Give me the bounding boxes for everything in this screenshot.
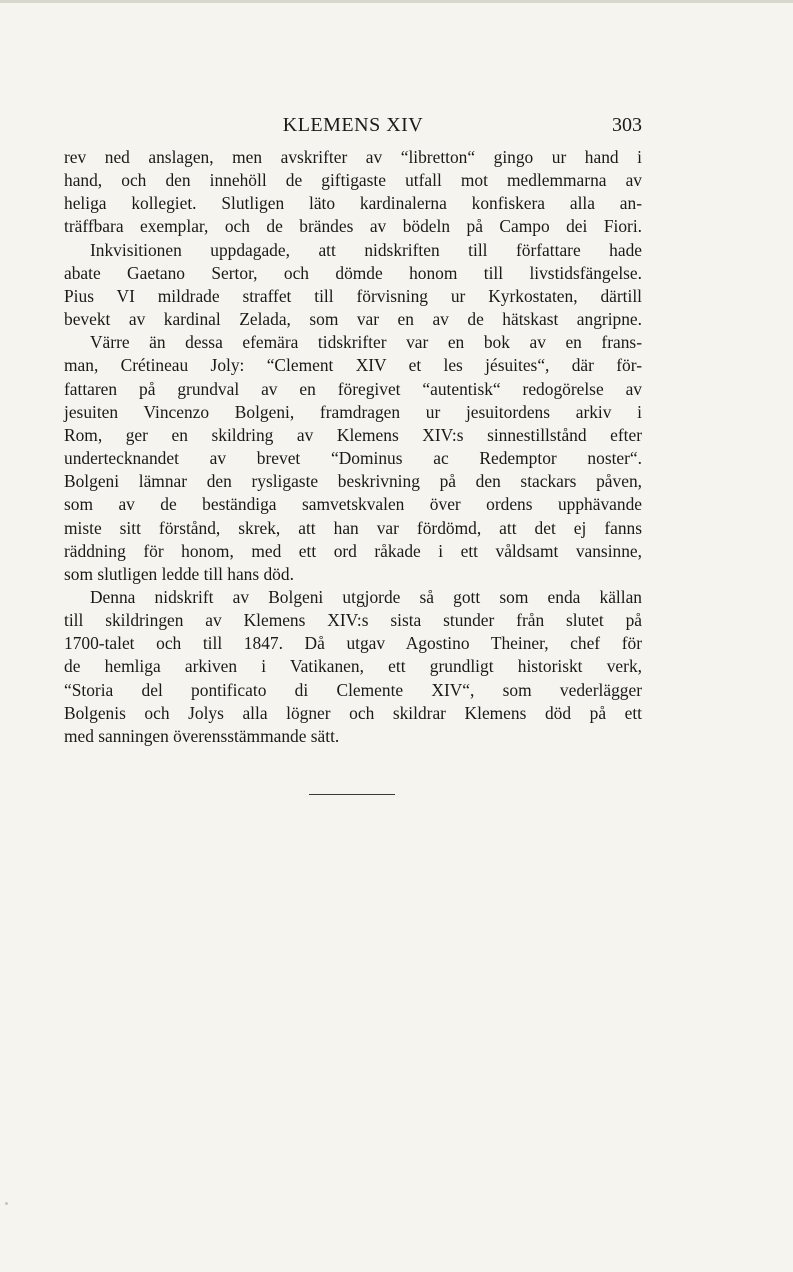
text-line: miste sitt förstånd, skrek, att han var fördömd, att det ej fanns — [64, 517, 642, 538]
text-line: hand, och den innehöll de giftigaste utfall mot medlemmarna av — [64, 170, 642, 191]
text-line: jesuiten Vincenzo Bolgeni, framdragen ur jesuitordens arkiv i — [64, 401, 642, 422]
text-line: Rom, ger en skildring av Klemens XIV:s sinnestillstånd efter — [64, 424, 642, 445]
paper-speck — [5, 1202, 8, 1205]
text-line: bevekt av kardinal Zelada, som var en av de hätskast angripne. — [64, 309, 642, 330]
running-title: KLEMENS XIV — [282, 114, 424, 136]
text-line: Bolgeni lämnar den rysligaste beskrivning på den stackars påven, — [64, 471, 642, 492]
text-line: abate Gaetano Sertor, och dömde honom till livstidsfängelse. — [64, 262, 642, 283]
text-line: fattaren på grundval av en föregivet “autentisk“ redogörelse av — [64, 378, 642, 399]
text-line: med sanningen överensstämmande sätt. — [64, 725, 340, 746]
text-line: som av de beständiga samvetskvalen över ordens upphävande — [64, 494, 642, 515]
page-top-edge — [0, 0, 793, 3]
paragraph-1 — [64, 146, 642, 239]
text-line: Denna nidskrift av Bolgeni utgjorde så gott som enda källan — [90, 586, 642, 607]
text-line: som slutligen ledde till hans död. — [64, 563, 294, 584]
text-line: undertecknandet av brevet “Dominus ac Redemptor noster“. — [64, 448, 642, 469]
page-header — [64, 114, 642, 142]
text-line: 1700-talet och till 1847. Då utgav Agostino Theiner, chef för — [64, 633, 642, 654]
text-line: man, Crétineau Joly: “Clement XIV et les jésuites“, där för- — [64, 355, 642, 376]
paragraph-2 — [64, 239, 642, 332]
text-line: Inkvisitionen uppdagade, att nidskriften till författare hade — [90, 239, 642, 260]
section-end-rule — [309, 794, 395, 795]
text-line: träffbara exemplar, och de brändes av bödeln på Campo dei Fiori. — [64, 216, 642, 237]
text-line: Pius VI mildrade straffet till förvisning ur Kyrkostaten, därtill — [64, 285, 642, 306]
text-line: räddning för honom, med ett ord råkade i ett våldsamt vansinne, — [64, 540, 642, 561]
text-line: Bolgenis och Jolys alla lögner och skildrar Klemens död på ett — [64, 702, 642, 723]
body-text — [64, 146, 642, 748]
text-line: heliga kollegiet. Slutligen läto kardinalerna konfiskera alla an- — [64, 193, 642, 214]
text-line: till skildringen av Klemens XIV:s sista stunder från slutet på — [64, 610, 642, 631]
text-line: “Storia del pontificato di Clemente XIV“, som vederlägger — [64, 679, 642, 700]
text-line: rev ned anslagen, men avskrifter av “libretton“ gingo ur hand i — [64, 147, 642, 167]
page-number: 303 — [612, 114, 642, 136]
text-line: Värre än dessa efemära tidskrifter var en bok av en frans- — [90, 332, 642, 353]
text-line: de hemliga arkiven i Vatikanen, ett grundligt historiskt verk, — [64, 656, 642, 677]
paragraph-3 — [64, 331, 642, 586]
paragraph-4 — [64, 586, 642, 748]
